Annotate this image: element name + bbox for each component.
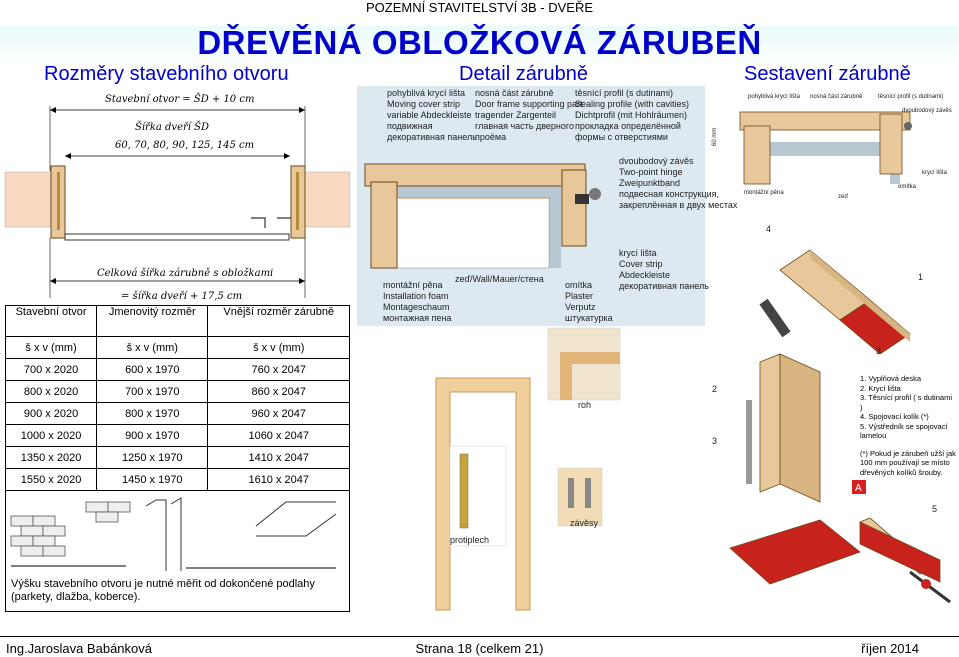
- table-cell: 1350 x 2020: [6, 447, 97, 469]
- asm-label-foam: montážní pěna: [744, 190, 784, 196]
- svg-text:декоративная панель: декоративная панель: [619, 281, 709, 291]
- table-cell: 1610 x 2047: [208, 469, 349, 491]
- asm-label-main: nosná část zárubně: [810, 94, 863, 100]
- svg-text:nosná část zárubně: nosná část zárubně: [475, 88, 554, 98]
- table-header: Vnější rozměr zárubně: [208, 306, 349, 337]
- assembly-section-drawing: [710, 86, 959, 216]
- svg-text:главная часть дверного: главная часть дверного: [475, 121, 574, 131]
- table-header: Stavební otvor: [6, 306, 97, 337]
- table-cell: 1250 x 1970: [97, 447, 208, 469]
- formula-top: Stavební otvor = ŠD + 10 cm: [105, 94, 255, 105]
- table-cell: 1000 x 2020: [6, 425, 97, 447]
- legend-item: 4. Spojovací kolík (*): [860, 412, 929, 421]
- table-row: [6, 425, 349, 447]
- table-header: Jmenovitý rozměr: [97, 306, 208, 337]
- svg-text:подвесная конструкция,: подвесная конструкция,: [619, 189, 720, 199]
- footer-divider: [0, 636, 959, 637]
- asm-label-sealing: těsnící profil (s dutinami): [878, 94, 944, 100]
- svg-text:montážní pěna: montážní pěna: [383, 280, 443, 290]
- svg-text:закреплённая в двух местах: закреплённая в двух местах: [619, 200, 738, 210]
- part-number: 2: [712, 384, 718, 394]
- assembly-legend: [860, 374, 956, 477]
- photo-label-strike: protiplech: [450, 535, 490, 545]
- asm-label-dim: 60 mm: [712, 127, 718, 146]
- part-number: 1: [918, 272, 924, 282]
- frame-photos: [420, 328, 710, 610]
- svg-text:Plaster: Plaster: [565, 291, 594, 301]
- part-number: 5: [932, 504, 938, 514]
- table-note: Výšku stavebního otvoru je nutné měřit od dokončené podlahy (parkety, dlažba, koberce).: [11, 578, 315, 603]
- dimension-table: [6, 306, 349, 491]
- svg-text:формы с отверстиями: формы с отверстиями: [575, 132, 668, 142]
- svg-text:omítka: omítka: [565, 280, 593, 290]
- svg-text:Moving cover strip: Moving cover strip: [387, 99, 461, 109]
- assembly-footnote: (*) Pokud je zárubeň užší jak 100 mm používají se místo dřevěných kolíků šrouby.: [860, 448, 956, 477]
- table-row: [6, 447, 349, 469]
- asm-label-moving: pohyblivá krycí lišta: [748, 94, 801, 100]
- part-number: 3: [876, 346, 882, 356]
- section-title-right: Sestavení zárubně: [744, 63, 911, 85]
- asm-label-plaster: omítka: [898, 184, 917, 190]
- legend-item: 5. Výstředník se spojovací lamelou: [860, 421, 948, 440]
- table-cell: 900 x 2020: [6, 403, 97, 425]
- table-cell: 1410 x 2047: [208, 447, 349, 469]
- table-row: [6, 469, 349, 491]
- detail-label-foam: [383, 280, 451, 323]
- svg-text:прокладка определённой: прокладка определённой: [575, 121, 681, 131]
- part-number: 3: [712, 436, 718, 446]
- table-unit: š x v (mm): [97, 337, 208, 359]
- svg-text:декоративная панель: декоративная панель: [387, 132, 477, 142]
- door-width-label: Šířka dveří ŠD: [135, 122, 210, 133]
- dimension-table-panel: [5, 305, 350, 612]
- svg-text:krycí lišta: krycí lišta: [619, 248, 657, 258]
- svg-text:подвижная: подвижная: [387, 121, 433, 131]
- table-cell: 900 x 1970: [97, 425, 208, 447]
- svg-text:Abdeckleiste: Abdeckleiste: [619, 270, 671, 280]
- legend-item: 3. Těsnící profil ( s dutinami ): [860, 393, 952, 412]
- table-cell: 700 x 1970: [97, 381, 208, 403]
- table-row: [6, 381, 349, 403]
- table-cell: 1060 x 2047: [208, 425, 349, 447]
- photo-label-hinges: závěsy: [570, 518, 599, 528]
- svg-text:Sealing profile (with cavities: Sealing profile (with cavities): [575, 99, 690, 109]
- footer-author: Ing.Jaroslava Babánková: [6, 641, 152, 656]
- table-cell: 760 x 2047: [208, 359, 349, 381]
- total-width-formula: = šířka dveří + 17,5 cm: [121, 291, 243, 302]
- svg-text:variable Abdeckleiste: variable Abdeckleiste: [387, 110, 472, 120]
- svg-text:монтажная пена: монтажная пена: [383, 313, 452, 323]
- svg-text:těsnící profil (s dutinami): těsnící profil (s dutinami): [575, 88, 674, 98]
- svg-text:dvoubodový závěs: dvoubodový závěs: [619, 156, 694, 166]
- table-cell: 600 x 1970: [97, 359, 208, 381]
- detail-label-cover-strip: [387, 88, 477, 142]
- table-units-row: [6, 337, 349, 359]
- footer-page: Strana 18 (celkem 21): [415, 641, 544, 656]
- table-cell: 960 x 2047: [208, 403, 349, 425]
- table-cell: 1450 x 1970: [97, 469, 208, 491]
- course-header: POZEMNÍ STAVITELSTVÍ 3B - DVEŘE: [365, 0, 594, 15]
- door-widths: 60, 70, 80, 90, 125, 145 cm: [115, 140, 255, 151]
- svg-text:Verputz: Verputz: [565, 302, 596, 312]
- svg-text:проёма: проёма: [475, 132, 507, 142]
- asm-label-cover: krycí lišta: [922, 170, 948, 176]
- total-width-label: Celková šířka zárubně s obložkami: [97, 268, 274, 279]
- table-cell: 860 x 2047: [208, 381, 349, 403]
- svg-text:Dichtprofil (mit Hohlräumen): Dichtprofil (mit Hohlräumen): [575, 110, 688, 120]
- svg-text:Montageschaum: Montageschaum: [383, 302, 450, 312]
- table-cell: 800 x 1970: [97, 403, 208, 425]
- footer-date: říjen 2014: [861, 641, 919, 656]
- svg-text:Cover strip: Cover strip: [619, 259, 663, 269]
- table-unit: š x v (mm): [6, 337, 97, 359]
- svg-text:Two-point hinge: Two-point hinge: [619, 167, 683, 177]
- detail-label-wall: zeď/Wall/Mauer/стена: [455, 274, 544, 284]
- measurement-sketches: [6, 496, 349, 576]
- svg-text:tragender Zargenteil: tragender Zargenteil: [475, 110, 557, 120]
- table-cell: 700 x 2020: [6, 359, 97, 381]
- section-title-left: Rozměry stavebního otvoru: [44, 63, 289, 85]
- part-number: 4: [766, 224, 772, 234]
- asm-label-wall: zeď: [838, 194, 849, 200]
- table-unit: š x v (mm): [208, 337, 349, 359]
- svg-text:Installation foam: Installation foam: [383, 291, 449, 301]
- page-title: DŘEVĚNÁ OBLOŽKOVÁ ZÁRUBEŇ: [197, 24, 762, 61]
- svg-text:Door frame supporting part: Door frame supporting part: [475, 99, 583, 109]
- svg-text:штукатурка: штукатурка: [565, 313, 613, 323]
- asm-label-hinge: dvoubodový závěs: [902, 108, 952, 114]
- opening-dimension-drawing: [5, 86, 350, 304]
- svg-text:Zweipunktband: Zweipunktband: [619, 178, 681, 188]
- legend-item: 2. Krycí lišta: [860, 383, 901, 393]
- photo-label-corner: roh: [578, 400, 592, 410]
- table-cell: 800 x 2020: [6, 381, 97, 403]
- table-row: [6, 403, 349, 425]
- detail-badge: A: [855, 483, 862, 494]
- table-cell: 1550 x 2020: [6, 469, 97, 491]
- svg-text:pohyblivá krycí lišta: pohyblivá krycí lišta: [387, 88, 466, 98]
- section-title-middle: Detail zárubně: [459, 63, 588, 85]
- table-header-row: [6, 306, 349, 337]
- table-row: [6, 359, 349, 381]
- legend-item: 1. Vyplňová deska: [860, 374, 922, 383]
